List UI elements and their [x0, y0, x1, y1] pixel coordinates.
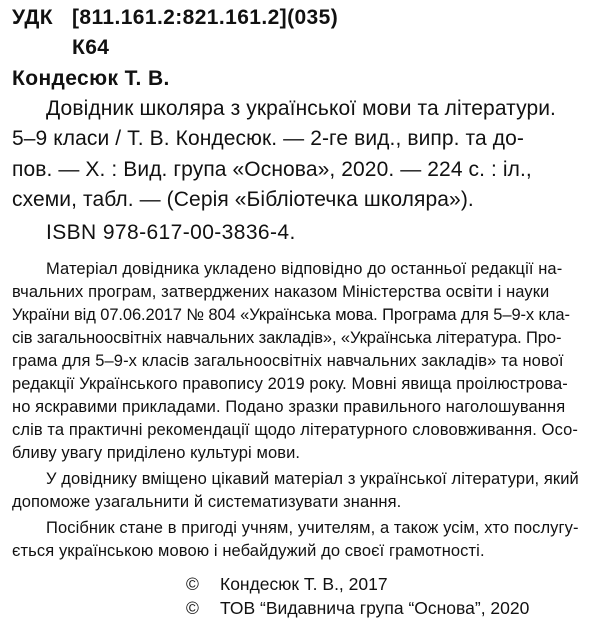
- annotation-line: грама для 5–9-х класів загальноосвітніх навчальних закладів» та нової: [12, 352, 564, 370]
- copyright-symbol: ©: [186, 598, 199, 618]
- annotation-line: но яскравими прикладами. Подано зразки правильного наголошування: [12, 398, 566, 416]
- annotation-line: бливу увагу приділено культурі мови.: [12, 444, 301, 462]
- copyright-symbol: ©: [186, 574, 199, 594]
- bibliographic-line: 5–9 класи / Т. В. Кондесюк. — 2-ге вид., випр. та до-: [12, 127, 524, 150]
- copyright-publisher: ТОВ “Видавнича група “Основа”, 2020: [220, 598, 530, 618]
- annotation-line: ється українською мовою і небайдужий до своєї грамотності.: [12, 542, 485, 560]
- isbn: ISBN 978-617-00-3836-4.: [46, 221, 296, 244]
- annotation-line: слів та практичні рекомендації щодо літературного слововживання. Осо-: [12, 421, 578, 439]
- udk-code: [811.161.2:821.161.2](035): [72, 6, 339, 29]
- annotation-line: редакції Українського правопису 2019 року. Мовні явища проілюстрова-: [12, 375, 568, 393]
- udk-label: УДК: [12, 6, 53, 29]
- annotation-line: сів загальноосвітніх навчальних закладів», «Українська література. Про-: [12, 329, 562, 347]
- annotation-line: Матеріал довідника укладено відповідно до останньої редакції на-: [46, 260, 563, 278]
- copyright-author: Кондесюк Т. В., 2017: [220, 574, 388, 594]
- annotation-line: допоможе узагальнити й систематизувати знання.: [12, 493, 402, 511]
- author-name: Кондесюк Т. В.: [12, 67, 170, 90]
- bibliographic-line: пов. — Х. : Вид. група «Основа», 2020. — 224 с. : іл.,: [12, 158, 532, 181]
- author-mark: К64: [72, 36, 110, 59]
- annotation-line: України від 07.06.2017 № 804 «Українська мова. Програма для 5–9-х кла-: [12, 306, 570, 324]
- annotation-line: вчальних програм, затверджених наказом Міністерства освіти і науки: [12, 283, 550, 301]
- annotation-line: У довіднику вміщено цікавий матеріал з української літератури, який: [46, 470, 579, 488]
- bibliographic-line: Довідник школяра з української мови та літератури.: [46, 97, 556, 120]
- annotation-line: Посібник стане в пригоді учням, учителям, а також усім, хто послугу-: [46, 519, 579, 537]
- bibliographic-line: схеми, табл. — (Серія «Бібліотечка школяра»).: [12, 188, 474, 211]
